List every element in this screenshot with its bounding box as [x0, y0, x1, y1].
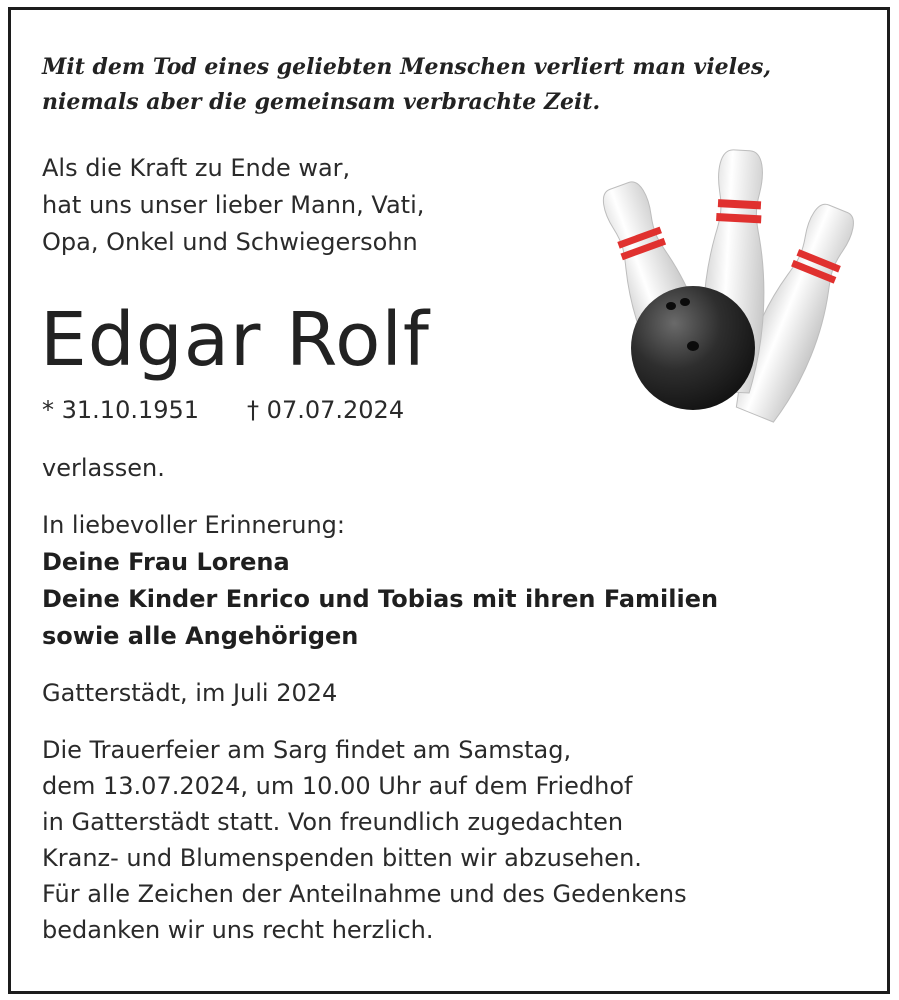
mourner-children: Deine Kinder Enrico und Tobias mit ihren Familien [42, 585, 719, 613]
motto-line-2: niemals aber die gemeinsam verbrachte Zeit. [42, 89, 601, 115]
intro-line-1: Als die Kraft zu Ende war, [42, 154, 351, 182]
remembrance-block [42, 507, 718, 655]
mourner-wife: Deine Frau Lorena [42, 548, 290, 576]
bowling-ball [631, 286, 755, 410]
service-line-6: bedanken wir uns recht herzlich. [42, 916, 434, 944]
mourner-relatives: sowie alle Angehörigen [42, 622, 359, 650]
intro-line-3: Opa, Onkel und Schwiegersohn [42, 228, 418, 256]
service-line-5: Für alle Zeichen der Anteilnahme und des Gedenkens [42, 880, 687, 908]
service-line-2: dem 13.07.2024, um 10.00 Uhr auf dem Friedhof [42, 772, 633, 800]
life-dates [42, 392, 404, 428]
death-date: † 07.07.2024 [247, 396, 405, 424]
intro-line-2: hat uns unser lieber Mann, Vati, [42, 191, 425, 219]
service-line-3: in Gatterstädt statt. Von freundlich zugedachten [42, 808, 624, 836]
bowling-pins-and-ball-icon [585, 140, 865, 440]
service-info [42, 732, 687, 948]
motto-quote [42, 50, 771, 120]
left-text: verlassen. [42, 454, 165, 482]
deceased-name: Edgar Rolf [40, 297, 430, 383]
birth-date: * 31.10.1951 [42, 396, 200, 424]
service-line-1: Die Trauerfeier am Sarg findet am Samstag, [42, 736, 572, 764]
remembrance-heading: In liebevoller Erinnerung: [42, 511, 345, 539]
service-line-4: Kranz- und Blumenspenden bitten wir abzusehen. [42, 844, 642, 872]
motto-line-1: Mit dem Tod eines geliebten Menschen verliert man vieles, [42, 54, 772, 80]
place-date: Gatterstädt, im Juli 2024 [42, 679, 338, 707]
intro-text [42, 150, 424, 261]
